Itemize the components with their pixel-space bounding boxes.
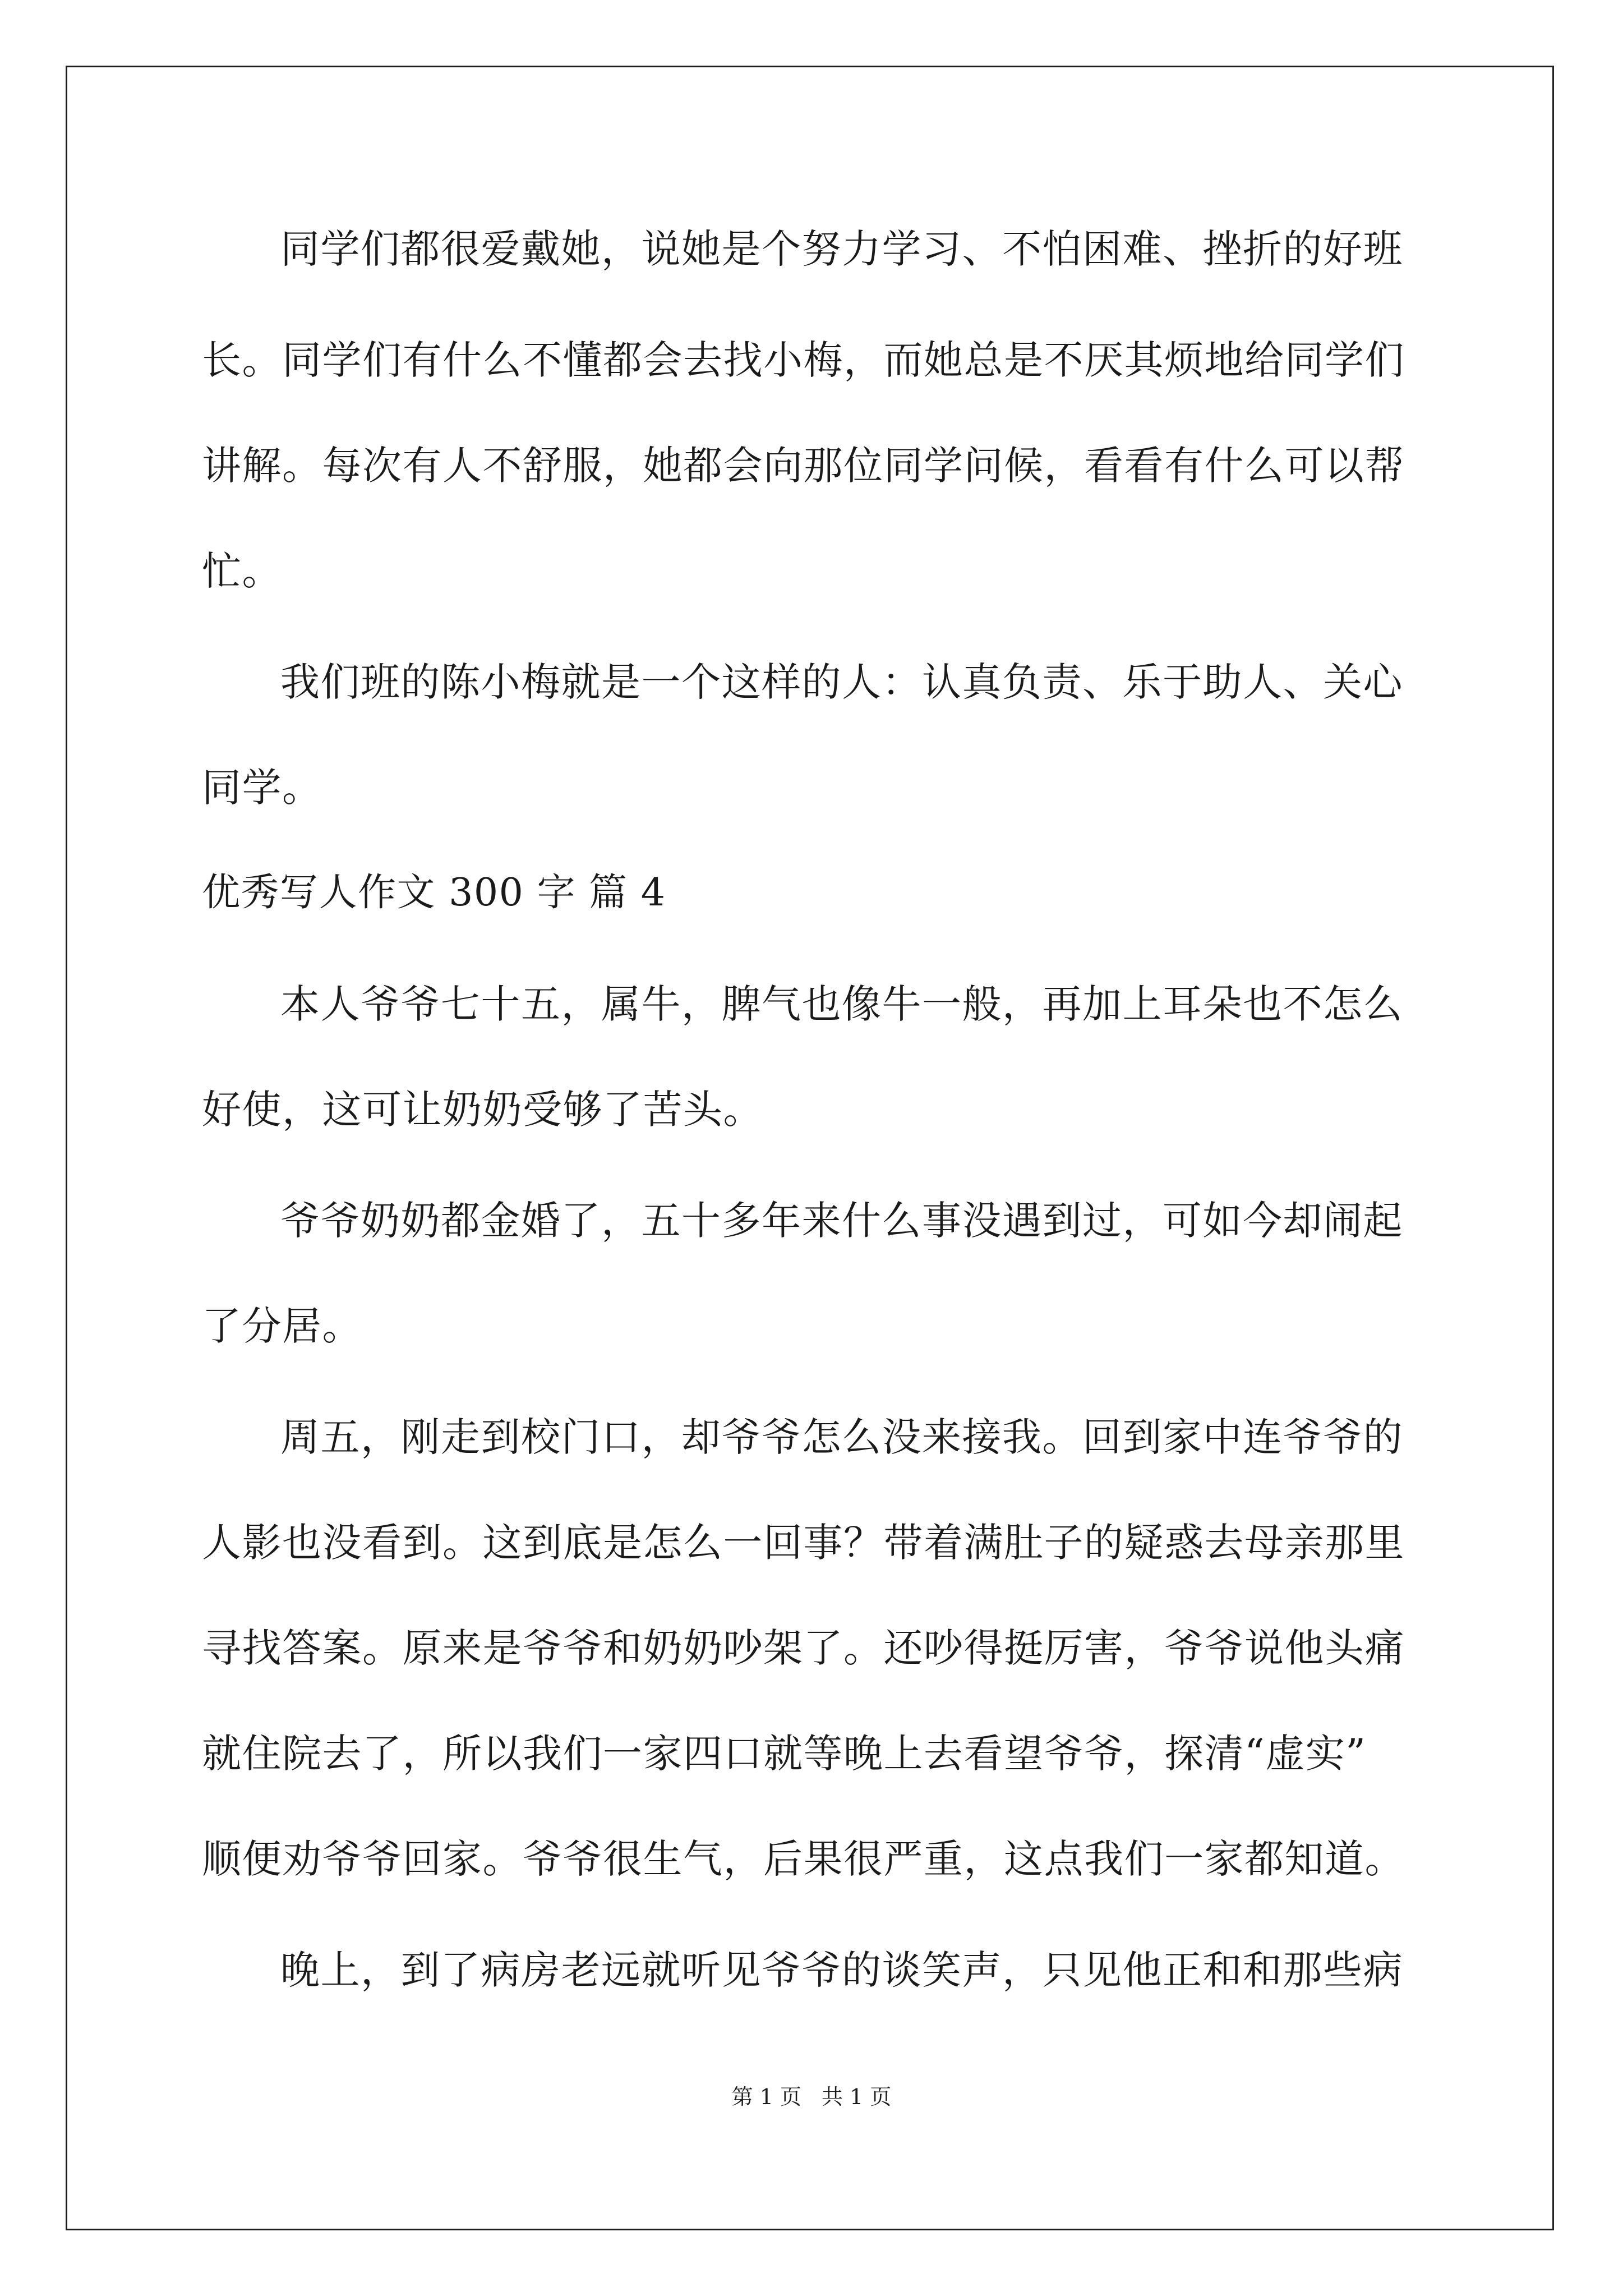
page-footer: [0, 2083, 1623, 2111]
paragraph-1-line-1: 同学们都很爱戴她，说她是个努力学习、不怕困难、挫折的好班: [280, 226, 1403, 272]
paragraph-3-line-2: 好使，这可让奶奶受够了苦头。: [202, 1087, 763, 1133]
paragraph-3-line-1: 本人爷爷七十五，属牛，脾气也像牛一般，再加上耳朵也不怎么: [280, 981, 1403, 1027]
paragraph-5-line-5: 顺便劝爷爷回家。爷爷很生气，后果很严重，这点我们一家都知道。: [202, 1836, 1405, 1882]
paragraph-1-line-2: 长。同学们有什么不懂都会去找小梅，而她总是不厌其烦地给同学们: [202, 337, 1405, 383]
page-number-current: 第 1 页: [731, 2085, 801, 2109]
paragraph-1-line-3: 讲解。每次有人不舒服，她都会向那位同学问候，看看有什么可以帮: [202, 443, 1405, 489]
paragraph-2-line-2: 同学。: [202, 765, 322, 811]
paragraph-1-line-4: 忙。: [202, 548, 282, 594]
paragraph-5-line-2: 人影也没看到。这到底是怎么一回事？带着满肚子的疑惑去母亲那里: [202, 1520, 1405, 1566]
paragraph-5-line-3: 寻找答案。原来是爷爷和奶奶吵架了。还吵得挺厉害，爷爷说他头痛: [202, 1625, 1405, 1671]
paragraph-4-line-2: 了分居。: [202, 1303, 362, 1349]
page-number-total: 共 1 页: [822, 2085, 892, 2109]
paragraph-2-line-1: 我们班的陈小梅就是一个这样的人：认真负责、乐于助人、关心: [280, 659, 1403, 705]
paragraph-5-line-4: 就住院去了，所以我们一家四口就等晚上去看望爷爷，探清“虚实”: [202, 1731, 1367, 1777]
page-border: [66, 66, 1554, 2230]
paragraph-5-line-1: 周五，刚走到校门口，却爷爷怎么没来接我。回到家中连爷爷的: [280, 1414, 1403, 1460]
paragraph-6-line-1: 晚上，到了病房老远就听见爷爷的谈笑声，只见他正和和那些病: [280, 1947, 1403, 1993]
paragraph-4-line-1: 爷爷奶奶都金婚了，五十多年来什么事没遇到过，可如今却闹起: [280, 1198, 1403, 1244]
section-heading: 优秀写人作文 300 字 篇 4: [202, 871, 666, 915]
